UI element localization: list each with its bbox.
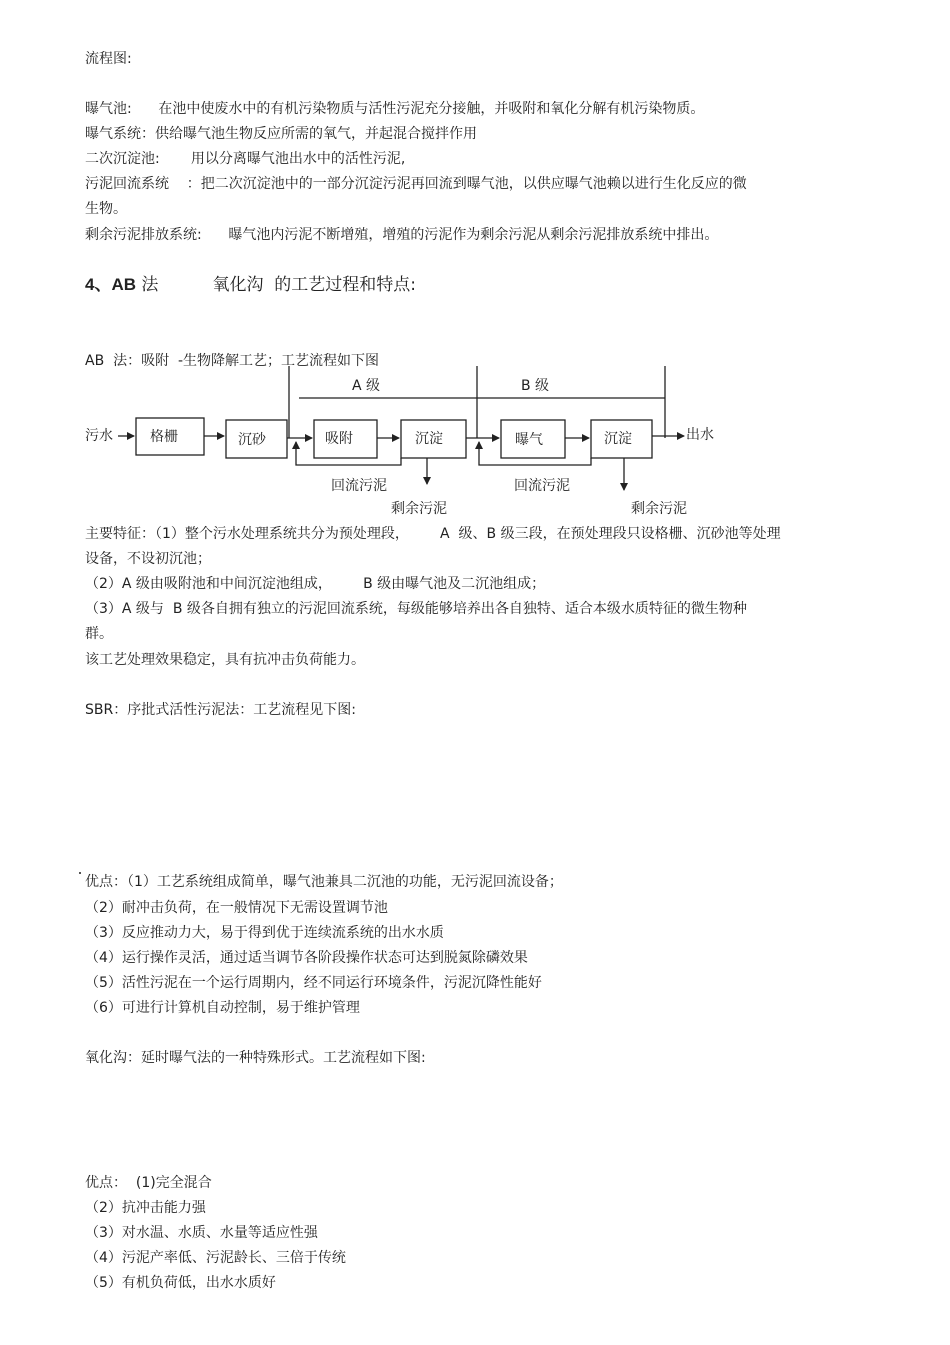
- ox-advantage-1: 优点： (1)完全混合: [85, 1175, 212, 1191]
- sbr-advantage-1: 优点：（1）工艺系统组成简单，曝气池兼具二沉池的功能，无污泥回流设备；: [85, 874, 563, 890]
- box-settling-a-label: 沉淀: [415, 431, 443, 447]
- return-label-a: 回流污泥: [331, 478, 387, 494]
- ox-advantage-5: （5）有机负荷低，出水水质好: [85, 1275, 276, 1291]
- heading-number: 4、AB: [85, 275, 137, 294]
- inflow-label: 污水: [85, 428, 113, 444]
- oxidation-ditch-intro: 氧化沟：延时曝气法的一种特殊形式。工艺流程如下图:: [85, 1050, 426, 1066]
- aeration-system-text: 曝气系统：供给曝气池生物反应所需的氧气，并起混合搅拌作用: [85, 126, 477, 142]
- box-aeration-label: 曝气: [515, 432, 543, 448]
- stage-b-label: B 级: [521, 378, 550, 394]
- sbr-intro: SBR：序批式活性污泥法：工艺流程见下图:: [85, 702, 356, 718]
- return-label-b: 回流污泥: [514, 478, 570, 494]
- heading-part-1: 法: [141, 275, 159, 295]
- box-settling-b-label: 沉淀: [604, 431, 632, 447]
- ab-summary: 该工艺处理效果稳定，具有抗冲击负荷能力。: [85, 652, 365, 668]
- stray-dot: [79, 872, 81, 874]
- ab-feature-2: （2）A 级由吸附池和中间沉淀池组成， B 级由曝气池及二沉池组成；: [85, 576, 546, 592]
- ab-feature-1: 主要特征：（1）整个污水处理系统共分为预处理段， A 级、B 级三段，在预处理段只设格栅、沉砂池等处理: [85, 526, 781, 542]
- ab-feature-3: （3）A 级与 B 级各自拥有独立的污泥回流系统，每级能够培养出各自独特、适合本级水质特征的微生物种: [85, 601, 747, 617]
- aeration-tank-text: 曝气池: 在池中使废水中的有机污染物质与活性污泥充分接触，并吸附和氧化分解有机污染物质。: [85, 101, 705, 117]
- excess-sludge-text: 剩余污泥排放系统: 曝气池内污泥不断增殖，增殖的污泥作为剩余污泥从剩余污泥排放系统中排出。: [85, 227, 719, 243]
- stage-a-label: A 级: [352, 378, 381, 394]
- ab-intro: AB 法：吸附 -生物降解工艺；工艺流程如下图: [85, 353, 380, 369]
- box-grit-label: 沉砂: [238, 432, 266, 448]
- sbr-advantage-4: （4）运行操作灵活，通过适当调节各阶段操作状态可达到脱氮除磷效果: [85, 950, 528, 966]
- box-screen-label: 格栅: [150, 429, 178, 445]
- sbr-advantage-5: （5）活性污泥在一个运行周期内，经不同运行环境条件，污泥沉降性能好: [85, 975, 542, 991]
- excess-label-b: 剩余污泥: [631, 501, 687, 517]
- box-adsorption-label: 吸附: [325, 431, 353, 447]
- sbr-advantage-3: （3）反应推动力大，易于得到优于连续流系统的出水水质: [85, 925, 444, 941]
- sludge-return-text-cont: 生物。: [85, 201, 127, 217]
- section-heading: [85, 276, 416, 294]
- ox-advantage-4: （4）污泥产率低、污泥龄长、三倍于传统: [85, 1250, 346, 1266]
- ab-feature-3-cont: 群。: [85, 626, 113, 642]
- sbr-advantage-6: （6）可进行计算机自动控制，易于维护管理: [85, 1000, 360, 1016]
- outflow-label: 出水: [686, 427, 714, 443]
- flow-label: 流程图:: [85, 51, 132, 67]
- ox-advantage-3: （3）对水温、水质、水量等适应性强: [85, 1225, 318, 1241]
- ox-advantage-2: （2）抗冲击能力强: [85, 1200, 206, 1216]
- sludge-return-text: 污泥回流系统 ：把二次沉淀池中的一部分沉淀污泥再回流到曝气池，以供应曝气池赖以进行生化反应的微: [85, 176, 747, 192]
- excess-label-a: 剩余污泥: [391, 501, 447, 517]
- sbr-advantage-2: （2）耐冲击负荷，在一般情况下无需设置调节池: [85, 900, 388, 916]
- ab-feature-1-cont: 设备，不设初沉池；: [85, 551, 211, 567]
- ab-process-diagram: [0, 360, 950, 525]
- secondary-clarifier-text: 二次沉淀池: 用以分离曝气池出水中的活性污泥,: [85, 151, 406, 167]
- heading-part-2: 氧化沟 的工艺过程和特点:: [212, 275, 417, 295]
